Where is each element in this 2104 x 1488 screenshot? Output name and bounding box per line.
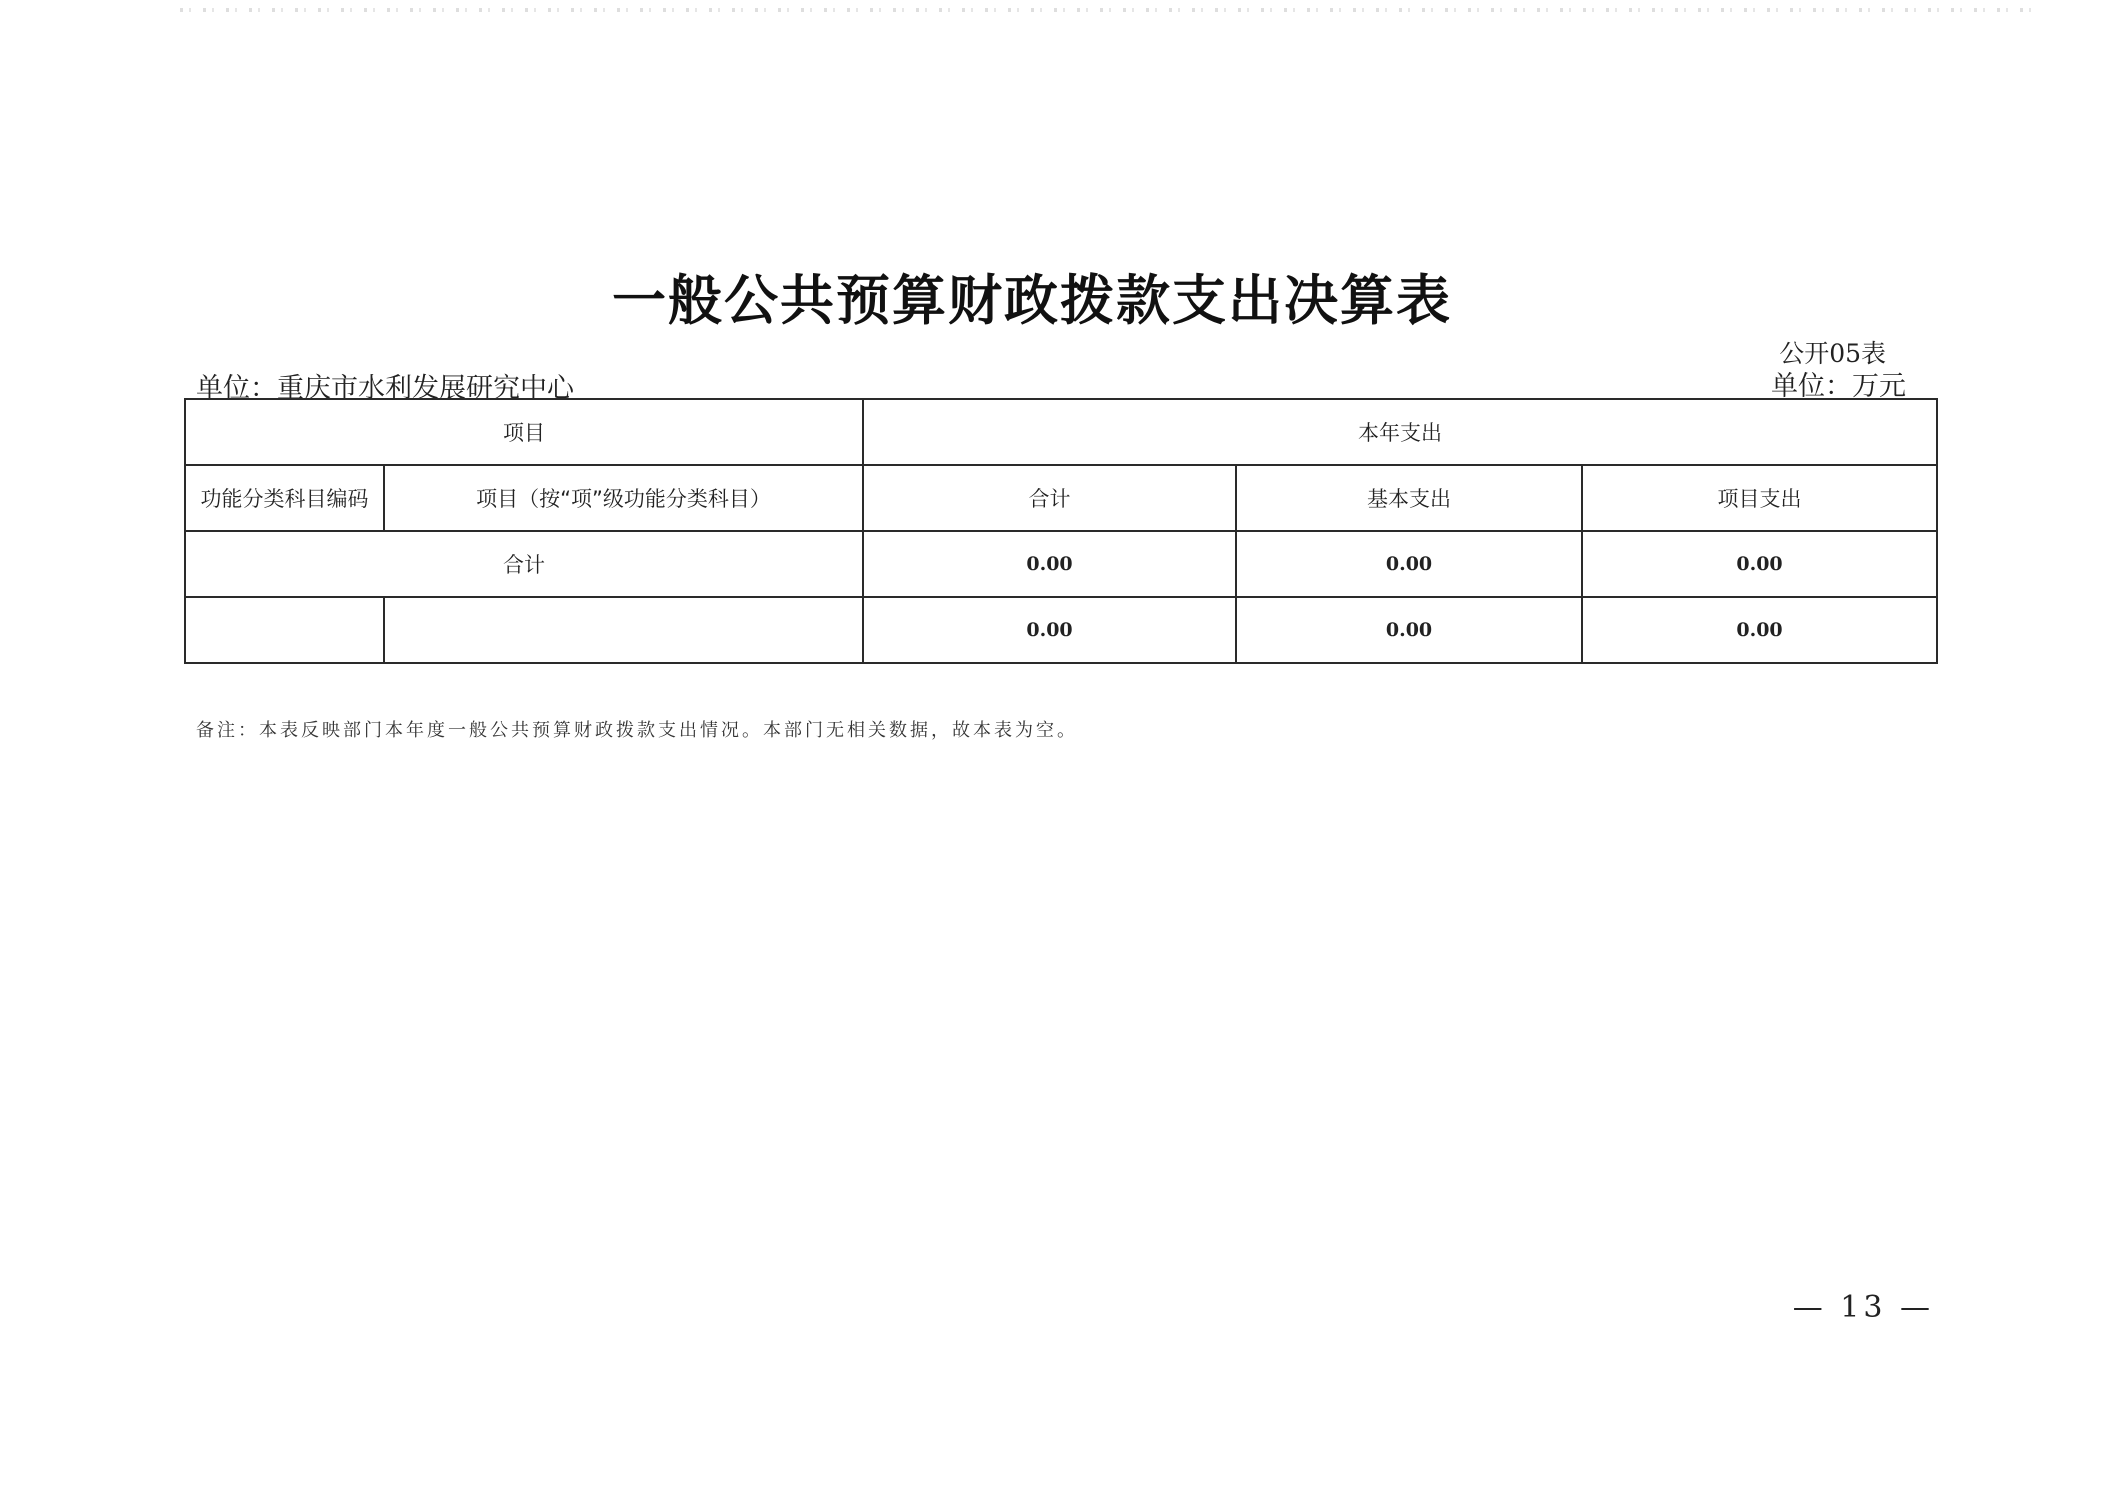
organization-unit: 单位：重庆市水利发展研究中心 xyxy=(196,373,574,404)
page-title: 一般公共预算财政拨款支出决算表 xyxy=(612,269,1452,332)
header-item-name: 项目（按“项”级功能分类科目） xyxy=(384,465,863,531)
table-header-row-2 xyxy=(185,465,1937,531)
row-total: 0.00 xyxy=(863,597,1236,663)
header-total: 合计 xyxy=(863,465,1236,531)
table-row xyxy=(185,597,1937,663)
form-code: 公开05表 xyxy=(1779,339,1886,368)
row-name xyxy=(384,597,863,663)
currency-unit: 单位：万元 xyxy=(1771,371,1906,402)
row-basic: 0.00 xyxy=(1236,597,1582,663)
header-basic-expenditure: 基本支出 xyxy=(1236,465,1582,531)
page-number: — 13 — xyxy=(1792,1290,1934,1325)
footnote: 备注：本表反映部门本年度一般公共预算财政拨款支出情况。本部门无相关数据，故本表为空。 xyxy=(196,720,1078,741)
header-function-code: 功能分类科目编码 xyxy=(185,465,384,531)
header-current-year-expenditure: 本年支出 xyxy=(863,399,1937,465)
total-row-basic: 0.00 xyxy=(1236,531,1582,597)
row-code xyxy=(185,597,384,663)
table-header-row-1 xyxy=(185,399,1937,465)
scan-noise xyxy=(180,8,2040,12)
total-row xyxy=(185,531,1937,597)
total-row-total: 0.00 xyxy=(863,531,1236,597)
expenditure-table xyxy=(184,398,1938,664)
total-row-project: 0.00 xyxy=(1582,531,1937,597)
row-project: 0.00 xyxy=(1582,597,1937,663)
header-item: 项目 xyxy=(185,399,863,465)
header-project-expenditure: 项目支出 xyxy=(1582,465,1937,531)
total-row-label: 合计 xyxy=(185,531,863,597)
